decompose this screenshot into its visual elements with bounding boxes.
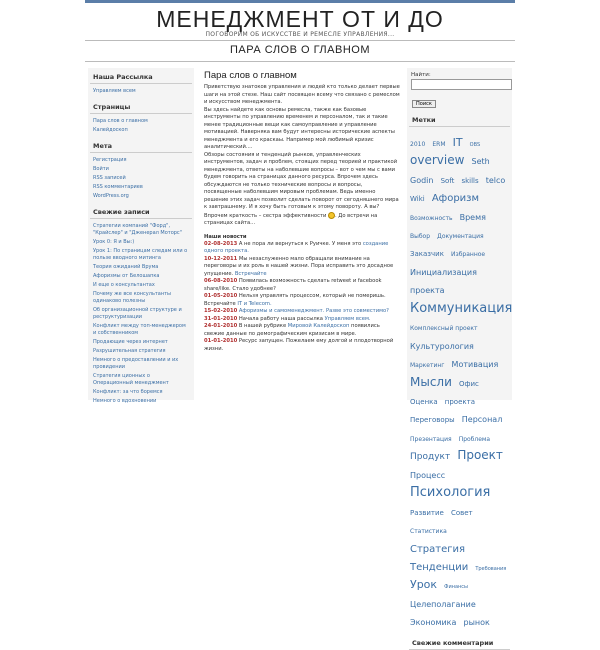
tag-link[interactable]: Тенденции (410, 562, 469, 574)
tag-link[interactable]: Финансы (444, 584, 469, 591)
tag-link[interactable]: Время (459, 212, 486, 222)
tag-link[interactable]: 2010 (410, 141, 426, 148)
tag-link[interactable]: Инициализация (410, 267, 477, 277)
right-sidebar (407, 68, 513, 647)
news-date: 31-01-2010 (204, 315, 238, 322)
main-content (201, 68, 401, 400)
news-title: Наши новости (204, 233, 247, 240)
site-tagline: ПОГОВОРИМ ОБ ИСКУССТВЕ И РЕМЕСЛЕ УПРАВЛЕНИЯ... (205, 31, 395, 38)
post-paragraph: Приветствую знатоков управления и людей кто только делает первые шаги на этой стезе. Наш сайт посвящен всему что связано с ремеслом и искусством менеджмента. (204, 84, 400, 105)
tag-link[interactable]: Урок (410, 578, 438, 592)
tag-link[interactable]: Godin (410, 175, 434, 185)
news-text: появились свежие данные по демографическим кризисам в мире. (204, 323, 380, 337)
recent-post-link[interactable]: Урок 0: Я и Вы:) (93, 239, 135, 245)
tag-link[interactable]: Культурология (410, 341, 474, 351)
tag-link[interactable]: Оценка (410, 398, 438, 407)
tag-link[interactable]: Афоризм (431, 193, 480, 205)
page-heading: ПАРА СЛОВ О ГЛАВНОМ (230, 44, 370, 56)
tag-link[interactable]: Заказчик (410, 250, 444, 259)
news-text: Мы незаслуженно мало обращали внимание на переговоры и их роль в нашей жизни. Пора исправить это досадное упущение. (204, 255, 394, 277)
tag-link[interactable]: Выбор (410, 232, 431, 240)
news-text: В нашей рубрике (238, 323, 288, 329)
tag-link[interactable]: Целеполагание (410, 599, 476, 609)
tag-link[interactable]: Мотивация (451, 360, 499, 370)
sidebar-link[interactable]: Пара слов о главном (93, 118, 148, 124)
search-button[interactable]: Поиск (412, 100, 436, 108)
news-date: 15-02-2010 (204, 308, 238, 314)
tag-link[interactable]: telco (485, 175, 506, 185)
tag-link[interactable]: Процесс (410, 470, 446, 480)
news-date: 01-05-2010 (204, 293, 238, 299)
news-text: А не пора ли вернуться к Руичке. У меня это (238, 240, 363, 247)
tag-link[interactable]: Проблема (458, 435, 491, 443)
news-text: Нельзя управлять процессом, который не померишь. Встречайте (204, 293, 386, 307)
sidebar-link[interactable]: Войти (93, 166, 109, 172)
meta-widget-title: Мета (90, 142, 192, 153)
news-link[interactable]: Афоризмы и самоменеджмент. Разве это совместимо? (238, 308, 389, 314)
news-date: 24-01-2010 (204, 323, 238, 329)
tag-link[interactable]: ERM (432, 141, 446, 148)
heading-divider (85, 61, 515, 62)
news-item (204, 256, 401, 279)
tag-link[interactable]: Soft (440, 176, 455, 185)
news-item (204, 338, 401, 353)
tag-link[interactable]: Переговоры (410, 416, 455, 425)
news-date: 02-08-2013 (204, 240, 238, 247)
search-input[interactable] (411, 79, 512, 90)
recent-post-link[interactable]: Афоризмы от Белошапка (93, 273, 160, 279)
search-label: Найти: (411, 72, 431, 78)
post-paragraph: Обзоры состояния и тенденций рынков, управленческих инструментов, задач и проблем, стоящих перед теорией и практикой менеджмента, ответы на наболевшие вопросы – вот о чем мы с вами будем говорить на страницах данного ресурса. Впрочем здесь обсуждаются не только технические вопросы и вопросы, посвященные наболевшим мировым проблемам. Ведь именно решение этих задач позволит сделать поворот от сегодняшнего мира к завтрашнему. И я хочу быть готовым к этому повороту. А вы? (204, 151, 399, 210)
tag-cloud (407, 130, 512, 632)
news-link[interactable]: Встречайте (234, 270, 267, 277)
smiley-icon (328, 212, 335, 219)
newsletter-widget-title: Наша Рассылка (90, 73, 192, 84)
tag-link[interactable]: проекта (410, 286, 445, 296)
sidebar-link[interactable]: Регистрация (93, 157, 127, 163)
tag-link[interactable]: Совет (450, 508, 473, 517)
header-divider (85, 40, 515, 41)
tags-widget-title: Метки (409, 116, 510, 127)
news-date: 06-08-2010 (204, 278, 238, 284)
tag-link[interactable]: Экономика (410, 618, 457, 628)
news-date: 01-01-2010 (204, 338, 238, 344)
post-title[interactable]: Пара слов о главном (204, 70, 297, 81)
recent-post-link[interactable]: И еще о консультантах (93, 282, 155, 288)
left-sidebar (88, 68, 194, 404)
tag-link[interactable]: Проект (457, 448, 503, 463)
news-link[interactable]: Управляем всем. (324, 315, 371, 322)
tag-link[interactable]: Стратегия (410, 543, 466, 555)
recent-post-link[interactable]: Урок 1: По страницам следам или о пользе вводного митинга (93, 248, 188, 261)
news-item (204, 323, 401, 338)
pages-widget-title: Страницы (90, 103, 192, 114)
recent-post-link[interactable]: Стратегия ционных о Операционный менеджмент (93, 373, 169, 386)
tag-link[interactable]: IT (452, 136, 463, 149)
recent-post-link[interactable]: Об организационной структуре и реструктуризации (93, 307, 182, 320)
post-quote (204, 212, 401, 228)
news-text: Появилась возможность сделать retweet и facebook share/like. Стало удобнее? (204, 278, 382, 292)
tag-link[interactable]: рынок (463, 618, 490, 628)
news-item (204, 278, 401, 293)
tag-link[interactable]: skills (461, 176, 479, 185)
news-item (204, 241, 401, 256)
news-item (204, 308, 401, 316)
news-text: Ресурс запущен. Пожелаем ему долгой и плодотворной жизни. (204, 338, 394, 352)
tag-link[interactable]: Маркетинг (410, 362, 445, 370)
tag-link[interactable]: OBS (469, 142, 481, 148)
recent-post-link[interactable]: Конфликт между топ-менеджером и собственником (93, 323, 186, 336)
tag-link[interactable]: Seth (471, 157, 490, 167)
tag-link[interactable]: Презентация (410, 435, 452, 443)
recent-post-link[interactable]: Продающие через интернет (93, 339, 168, 345)
top-accent-bar (85, 0, 515, 3)
news-date: 10-12-2011 (204, 255, 238, 262)
recent-post-link[interactable]: Разрушительная стратегия (93, 348, 166, 354)
tag-link[interactable]: Продукт (410, 452, 451, 463)
news-text: Начала работу наша рассылка (238, 315, 325, 322)
tag-link[interactable]: Мысли (410, 374, 452, 389)
news-item (204, 316, 401, 324)
recent-posts-widget-title: Свежие записи (90, 208, 192, 219)
news-link[interactable]: создание одного проекта. (204, 240, 389, 254)
tag-link[interactable]: Документация (437, 232, 484, 240)
tag-link[interactable]: Избранное (451, 251, 486, 259)
tag-link[interactable]: Wiki (410, 195, 425, 204)
tag-link[interactable]: проекта (444, 398, 475, 407)
tag-link[interactable]: Офис (459, 379, 479, 388)
quote-text: Впрочем краткость – сестра эффективности (204, 212, 327, 219)
sidebar-link[interactable]: RSS записей (93, 175, 126, 181)
tag-link[interactable]: Коммуникация (410, 300, 513, 316)
recent-post-link[interactable]: Конфликт: за что боремся (93, 389, 163, 395)
tag-link[interactable]: overview (410, 153, 465, 168)
sidebar-link[interactable]: RSS комментариев (93, 184, 143, 190)
sidebar-link[interactable]: Управляем всем (93, 88, 136, 94)
tag-link[interactable]: Статистика (410, 528, 447, 536)
sidebar-link[interactable]: WordPress.org (93, 193, 129, 199)
recent-post-link[interactable]: Почему же все консультанты одинаково полезны (93, 291, 172, 304)
tag-link[interactable]: Психология (410, 484, 491, 500)
post-paragraph: Вы здесь найдете как основы ремесла, также как базовые инструменты по управлению временем и персоналом, так и такие менее традиционные вещи как самоуправление и управление мотивацией. Наверняка вам будут интересны исторические аспекты менеджмента и его краскаы. Например мой любимый кризис аналитический.... (204, 106, 395, 150)
recent-post-link[interactable]: Стратегии компаний "Форд", "Крайслер" и "Дженерал Моторс" (93, 223, 182, 236)
comments-widget-title: Свежие комментарии (409, 639, 510, 650)
news-item (204, 293, 401, 308)
news-link[interactable]: Мировой Калейдоскоп (287, 323, 350, 329)
tag-link[interactable]: Развитие (410, 508, 444, 517)
recent-post-link[interactable]: Немного о вдохновении (93, 398, 157, 404)
sidebar-link[interactable]: Калейдоскоп (93, 127, 128, 133)
tag-link[interactable]: Возможность (410, 214, 453, 222)
tag-link[interactable]: Комплексный проект (410, 325, 478, 333)
quote-tail: . До встречи на страницах сайта... (204, 212, 378, 226)
recent-post-link[interactable]: Немного о предоставлении и их провидении (93, 357, 179, 370)
tag-link[interactable]: Требования (475, 566, 507, 573)
news-link[interactable]: IT и Telecom. (237, 300, 272, 307)
site-title[interactable]: МЕНЕДЖМЕНТ ОТ И ДО (156, 6, 444, 32)
tag-link[interactable]: Персонал (461, 415, 503, 425)
recent-post-link[interactable]: Теория ожиданий Врума (93, 264, 159, 270)
